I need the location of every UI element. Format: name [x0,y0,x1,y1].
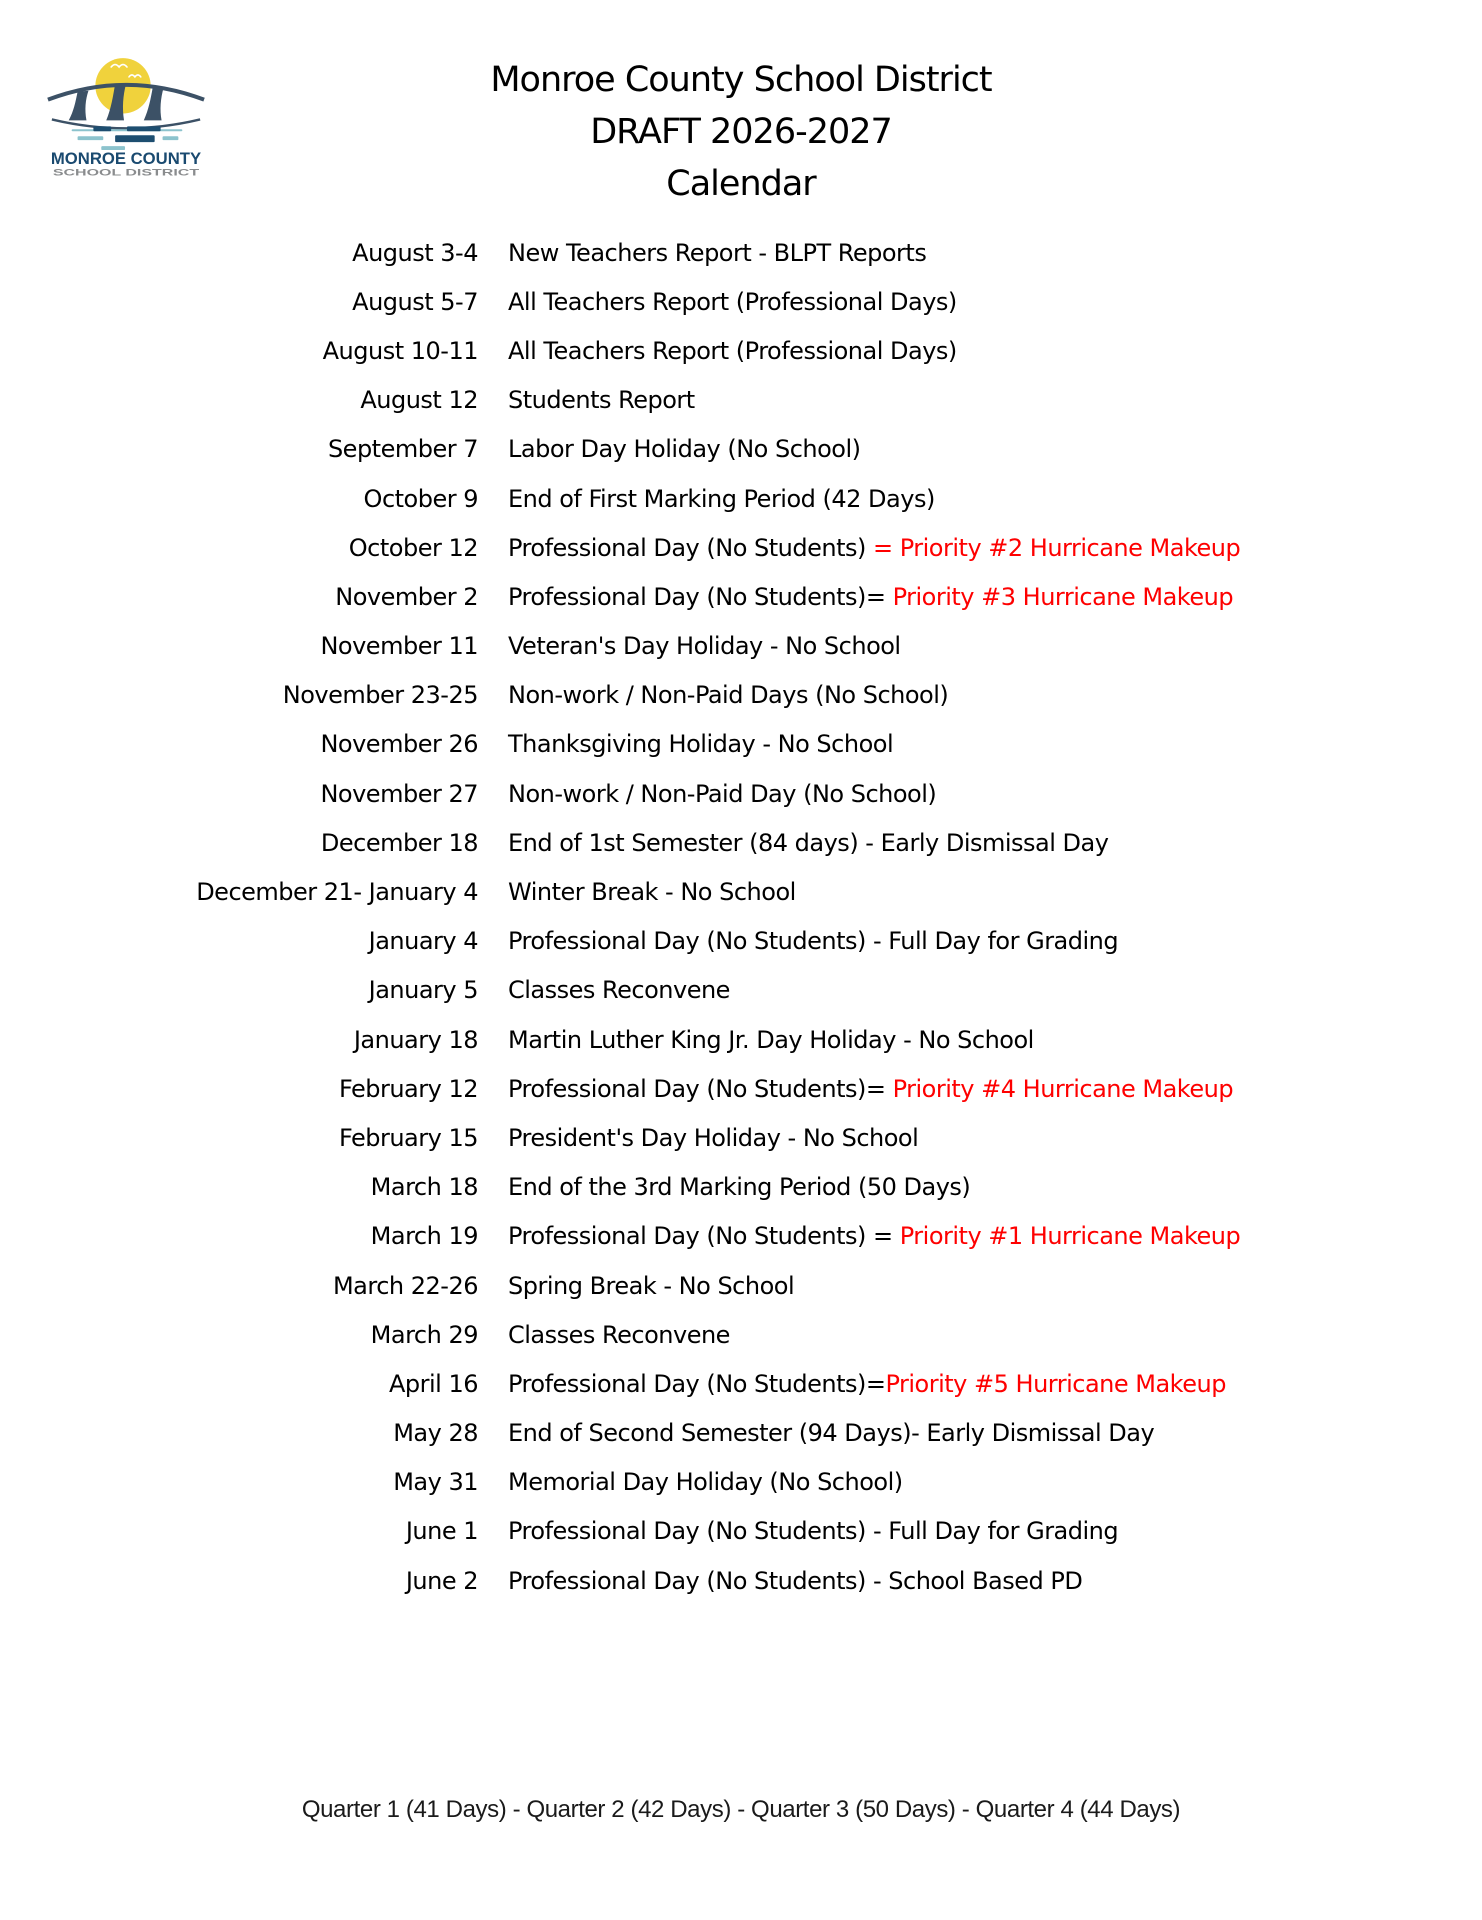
row-event-text: Martin Luther King Jr. Day Holiday - No School [508,1025,1034,1054]
row-date: May 28 [393,1419,478,1448]
logo-name-text: MONROE COUNTY [50,148,202,168]
row-date: August 3-4 [352,238,478,267]
row-date: November 23-25 [282,681,478,710]
row-event [508,386,695,414]
page-title [0,54,1482,210]
calendar-row [0,1359,1482,1408]
calendar-row [0,917,1482,966]
calendar-row [0,622,1482,671]
title-line-district: Monroe County School District [490,60,992,100]
row-event [508,927,1118,955]
row-event-text: Non-work / Non-Paid Day (No School) [508,779,937,808]
row-event-text: End of 1st Semester (84 days) - Early Dismissal Day [508,828,1109,857]
calendar-row [0,277,1482,326]
row-date: August 5-7 [352,287,478,316]
row-event-text: Professional Day (No Students) - Full Day for Grading [508,927,1119,956]
row-event [508,1222,1240,1250]
row-date: February 15 [338,1123,478,1152]
calendar-row [0,1507,1482,1556]
row-event-text: President's Day Holiday - No School [508,1123,919,1152]
calendar-row [0,1458,1482,1507]
row-event-highlight: Priority #1 Hurricane Makeup [899,1222,1241,1251]
row-event-text: All Teachers Report (Professional Days) [508,336,957,365]
quarters-summary: Quarter 1 (41 Days) - Quarter 2 (42 Days) - Quarter 3 (50 Days) - Quarter 4 (44 Days) [301,1796,1181,1823]
row-event-text: Professional Day (No Students) - Full Day for Grading [508,1517,1119,1546]
row-date: November 11 [320,632,478,661]
row-event-text: New Teachers Report - BLPT Reports [508,238,927,267]
row-event [508,337,957,365]
row-event [508,1321,730,1349]
calendar-row [0,1212,1482,1261]
row-event [508,1517,1118,1545]
row-event-text: Non-work / Non-Paid Days (No School) [508,681,949,710]
row-event [508,730,893,758]
row-event-text: Professional Day (No Students)= [508,582,893,611]
row-event-text: End of the 3rd Marking Period (50 Days) [508,1173,971,1202]
calendar-row [0,818,1482,867]
row-event [508,1026,1034,1054]
calendar-row [0,1310,1482,1359]
calendar-row [0,769,1482,818]
calendar-row [0,474,1482,523]
row-event [508,534,1240,562]
row-date: August 10-11 [322,336,478,365]
row-date: January 18 [353,1025,478,1054]
row-date: June 1 [405,1517,478,1546]
row-date: August 12 [360,386,478,415]
row-event-text: Veteran's Day Holiday - No School [508,632,901,661]
row-event-text: Professional Day (No Students) - School Based PD [508,1566,1083,1595]
row-event [508,435,861,463]
row-event-text: Students Report [508,386,695,415]
row-event [508,239,926,267]
row-event-text: End of First Marking Period (42 Days) [508,484,935,513]
row-event [508,1075,1233,1103]
row-event [508,780,936,808]
row-event-text: End of Second Semester (94 Days)- Early Dismissal Day [508,1419,1155,1448]
row-event [508,1419,1154,1447]
calendar-row [0,1163,1482,1212]
row-event [508,583,1233,611]
row-date: April 16 [388,1369,478,1398]
row-date: March 18 [370,1173,478,1202]
row-date: October 12 [348,533,478,562]
row-date: March 19 [370,1222,478,1251]
calendar-row [0,425,1482,474]
row-date: January 5 [368,976,478,1005]
row-event [508,1173,970,1201]
row-event [508,1370,1226,1398]
calendar-row [0,523,1482,572]
calendar-row [0,228,1482,277]
row-date: February 12 [338,1074,478,1103]
row-event-highlight: Priority #4 Hurricane Makeup [892,1074,1234,1103]
row-date: March 22-26 [332,1271,478,1300]
calendar-row [0,572,1482,621]
row-event-text: Classes Reconvene [508,1320,730,1349]
calendar-row [0,376,1482,425]
row-date: November 27 [320,779,478,808]
row-event [508,1468,903,1496]
row-event [508,681,948,709]
calendar-row [0,1113,1482,1162]
row-date: March 29 [370,1320,478,1349]
row-event-highlight: Priority #3 Hurricane Makeup [892,582,1234,611]
row-event-text: Professional Day (No Students)= [508,1074,893,1103]
row-event [508,878,796,906]
calendar-row [0,966,1482,1015]
title-line-calendar: Calendar [666,164,816,204]
row-event-text: Winter Break - No School [508,878,796,907]
row-date: June 2 [405,1566,478,1595]
row-event [508,632,901,660]
row-event [508,1124,918,1152]
row-date: January 4 [368,927,478,956]
row-event [508,1272,794,1300]
logo-subtitle-text: SCHOOL DISTRICT [52,167,200,178]
calendar-row [0,671,1482,720]
calendar-row [0,720,1482,769]
row-event-text: Spring Break - No School [508,1271,795,1300]
row-event-text: Classes Reconvene [508,976,730,1005]
row-date: November 26 [320,730,478,759]
row-event-highlight: = Priority #2 Hurricane Makeup [872,533,1241,562]
title-line-draft-year: DRAFT 2026-2027 [590,112,892,152]
calendar-list [0,228,1482,1605]
row-event-text: All Teachers Report (Professional Days) [508,287,957,316]
row-event [508,485,935,513]
row-date: December 21- January 4 [196,878,478,907]
calendar-row [0,1556,1482,1605]
row-event [508,829,1108,857]
row-event-text: Labor Day Holiday (No School) [508,435,861,464]
calendar-row [0,1409,1482,1458]
row-event-text: Thanksgiving Holiday - No School [508,730,894,759]
row-date: November 2 [335,582,478,611]
calendar-row [0,1015,1482,1064]
row-date: December 18 [320,828,478,857]
row-event-text: Professional Day (No Students) [508,533,873,562]
row-date: October 9 [363,484,478,513]
row-event-text: Professional Day (No Students) = [508,1222,900,1251]
row-date: September 7 [327,435,478,464]
row-event-text: Professional Day (No Students)= [508,1369,886,1398]
calendar-row [0,867,1482,916]
calendar-row [0,326,1482,375]
row-event [508,1567,1082,1595]
calendar-row [0,1261,1482,1310]
row-event-highlight: Priority #5 Hurricane Makeup [885,1369,1226,1398]
row-event [508,976,730,1004]
row-event [508,288,957,316]
row-event-text: Memorial Day Holiday (No School) [508,1468,903,1497]
calendar-row [0,1064,1482,1113]
row-date: May 31 [393,1468,478,1497]
